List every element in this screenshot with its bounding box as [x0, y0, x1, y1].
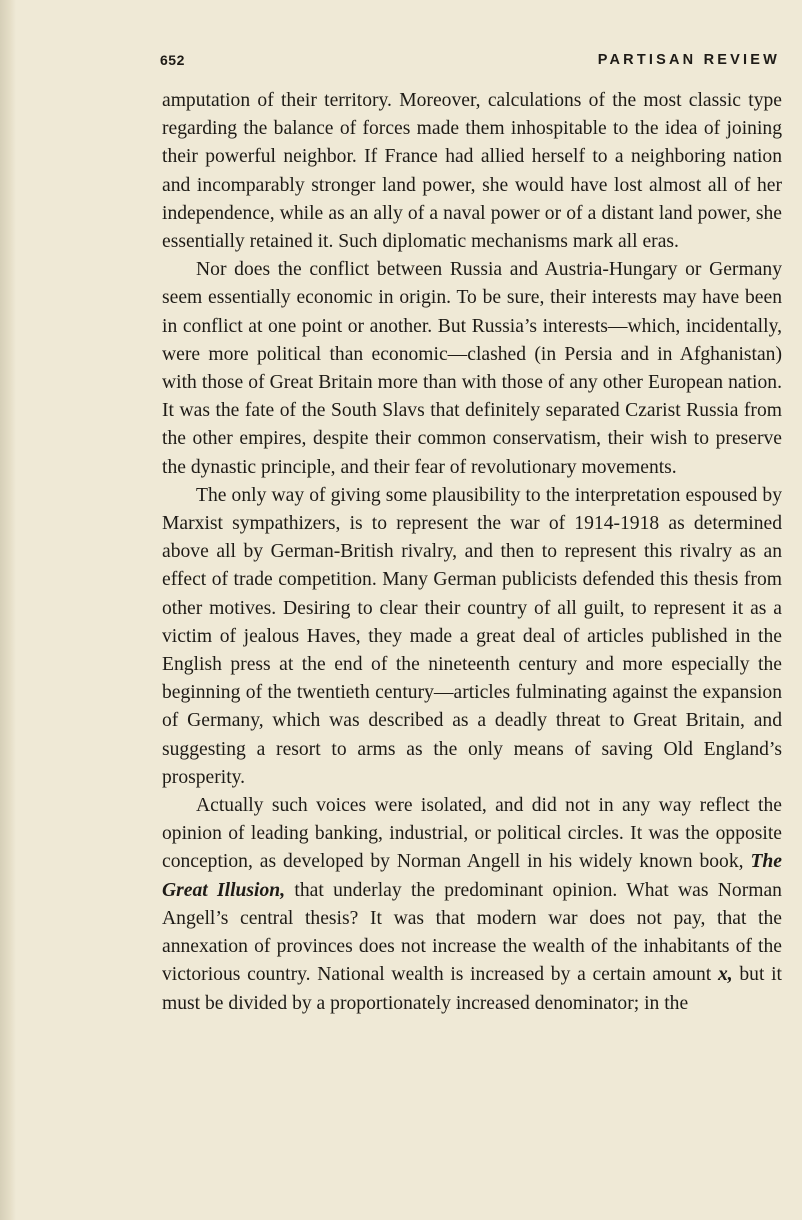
paragraph-4-text-middle: that underlay the predominant opinion. What was Norman Angell’s central thesis? It was that modern war does not pay, that the annexation of provinces does not increase the wealth of the inhabitants of the victorious country. National wealth is increased by a certain amount: [162, 879, 782, 986]
variable-x: x,: [717, 964, 733, 986]
book-page: [162, 0, 782, 1220]
body-text: [162, 87, 782, 1018]
paragraph-1: amputation of their territory. Moreover, calculations of the most classic type regarding the balance of forces made them inhospitable to the idea of joining their powerful neighbor. If France had allied herself to a neighboring nation and incomparably stronger land power, she would have lost almost all of her independence, while as an ally of a naval power or of a distant land power, she essentially retained it. Such diplomatic mechanisms mark all eras.: [162, 90, 782, 253]
journal-title: PARTISAN REVIEW: [597, 52, 780, 68]
paragraph-3: The only way of giving some plausibility to the interpretation espoused by Marxist sympathizers, is to represent the war of 1914-1918 as determined above all by German-British rivalry, and then to represent this rivalry as an effect of trade competition. Many German publicists defended this thesis from other motives. Desiring to clear their country of all guilt, to represent it as a victim of jealous Haves, they made a great deal of articles published in the English press at the end of the nineteenth century and more especially the beginning of the twentieth century—articles fulminating against the expansion of Germany, which was described as a deadly threat to Great Britain, and suggesting a resort to arms as the only means of saving Old England’s prosperity.: [162, 484, 782, 788]
paragraph-4: [162, 792, 782, 1018]
paragraph-2: Nor does the conflict between Russia and Austria-Hungary or Germany seem essentially economic in origin. To be sure, their interests may have been in conflict at one point or another. But Russia’s interests—which, incidentally, were more political than economic—clashed (in Persia and in Afghanistan) with those of Great Britain more than with those of any other European nation. It was the fate of the South Slavs that definitely separated Czarist Russia from the other empires, despite their common conservatism, their wish to preserve the dynastic principle, and their fear of revolutionary movements.: [162, 259, 782, 478]
running-head: [162, 52, 782, 72]
paragraph-4-text-after: but it must be divided by a proportionately increased denominator; in the: [162, 964, 782, 1014]
book-title: The Great Illusion,: [162, 851, 782, 901]
paragraph-4-text-before: Actually such voices were isolated, and did not in any way reflect the opinion of leading banking, industrial, or political circles. It was the opposite conception, as developed by Norman Angell in his widely known book,: [162, 795, 782, 873]
page-binding-shadow: [0, 0, 16, 1220]
page-number: 652: [160, 52, 185, 68]
